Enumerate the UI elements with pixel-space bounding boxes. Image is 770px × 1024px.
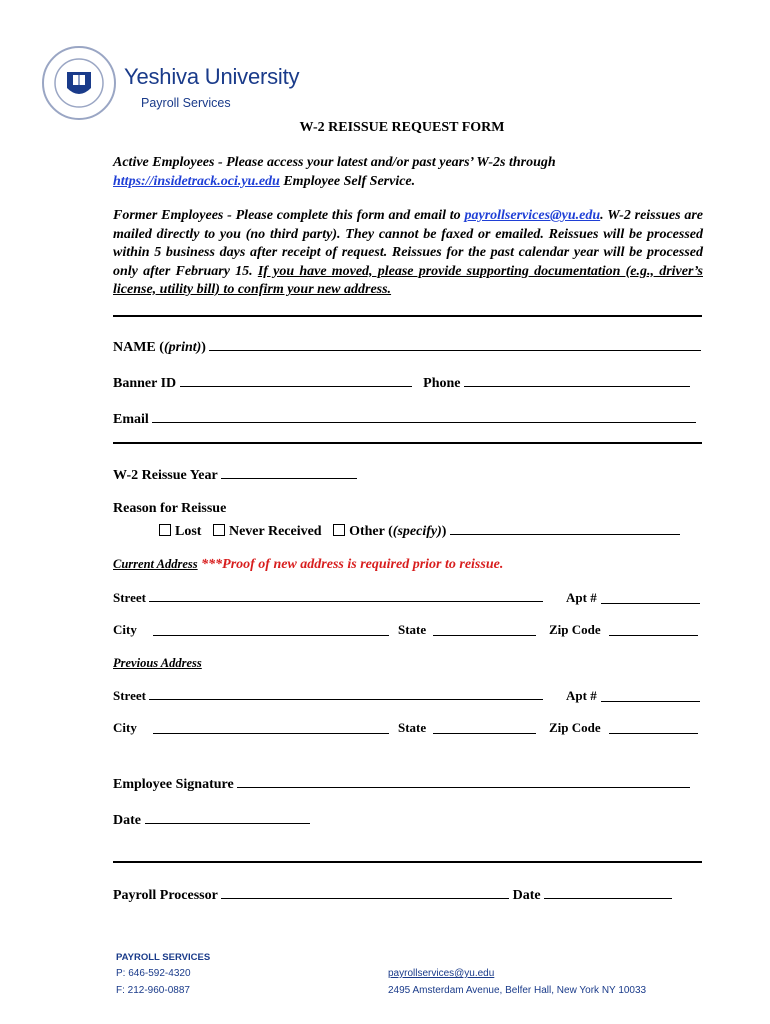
- footer-address: 2495 Amsterdam Avenue, Belfer Hall, New York NY 10033: [388, 985, 647, 996]
- year-row: W-2 Reissue Year: [113, 464, 357, 485]
- option-never-received[interactable]: Never Received: [213, 524, 322, 539]
- divider-middle: [113, 442, 702, 444]
- current-address-heading: Current Address ***Proof of new address is required prior to reissue.: [113, 557, 504, 572]
- footer-email[interactable]: payrollservices@yu.edu: [388, 968, 495, 979]
- signature-date-row: Date: [113, 809, 310, 830]
- option-other[interactable]: Other ((specify)): [333, 524, 446, 539]
- reason-options: [159, 520, 680, 541]
- previous-street-row: Street Apt #: [113, 688, 703, 704]
- previous-zip-field[interactable]: [609, 722, 698, 734]
- previous-address-heading: Previous Address: [113, 656, 202, 670]
- insidetrack-link[interactable]: https://insidetrack.oci.yu.edu: [113, 173, 280, 189]
- signature-date-field[interactable]: [145, 809, 310, 824]
- name-row: NAME ((print)): [113, 336, 701, 357]
- department-name: Payroll Services: [141, 96, 231, 110]
- other-specify-field[interactable]: [450, 520, 680, 535]
- former-employees-text: Former Employees - Please complete this form and email to payrollservices@yu.edu. W-2 reissues are mailed directly to you (no third party). They cannot be faxed or emailed. Reissues will be processed within 5 business days after receipt of request. Reissues for the past calendar year will be processed only after February 15. If you have moved, please provide supporting documentation (e.g., driver’s license, utility bill) to confirm your new address.: [113, 208, 703, 297]
- checkbox-lost[interactable]: [159, 524, 171, 536]
- banner-row: Banner ID Phone: [113, 372, 690, 393]
- previous-state-field[interactable]: [433, 722, 536, 734]
- payroll-processor-field[interactable]: [221, 884, 509, 899]
- previous-city-row: City State Zip Code: [113, 720, 703, 736]
- option-lost[interactable]: Lost: [159, 524, 201, 539]
- checkbox-other[interactable]: [333, 524, 345, 536]
- current-zip-field[interactable]: [609, 624, 698, 636]
- university-seal: [40, 44, 118, 122]
- banner-id-field[interactable]: [180, 372, 412, 387]
- divider-bottom: [113, 861, 702, 863]
- current-city-row: City State Zip Code: [113, 622, 703, 638]
- processor-date-field[interactable]: [544, 884, 672, 899]
- footer-phone: P: 646-592-4320: [116, 968, 191, 979]
- previous-city-field[interactable]: [153, 722, 389, 734]
- reissue-year-field[interactable]: [221, 464, 357, 479]
- processor-row: Payroll Processor Date: [113, 884, 672, 905]
- form-title: W-2 REISSUE REQUEST FORM: [299, 120, 505, 135]
- name-field[interactable]: [209, 336, 701, 351]
- current-apt-field[interactable]: [601, 592, 700, 604]
- university-name: Yeshiva University: [124, 64, 300, 89]
- current-city-field[interactable]: [153, 624, 389, 636]
- email-row: Email: [113, 408, 696, 429]
- previous-apt-field[interactable]: [601, 690, 700, 702]
- reason-label: Reason for Reissue: [113, 501, 227, 516]
- current-street-row: Street Apt #: [113, 590, 703, 606]
- divider-top: [113, 315, 702, 317]
- email-field[interactable]: [152, 408, 696, 423]
- current-street-field[interactable]: [149, 590, 543, 602]
- footer-title: PAYROLL SERVICES: [116, 952, 211, 963]
- previous-street-field[interactable]: [149, 688, 543, 700]
- payroll-email-link[interactable]: payrollservices@yu.edu: [464, 208, 601, 223]
- active-employees-text: Active Employees - Please access your latest and/or past years’ W-2s through https://insidetrack.oci.yu.edu Employee Self Service.: [113, 155, 556, 189]
- checkbox-never-received[interactable]: [213, 524, 225, 536]
- employee-signature-field[interactable]: [237, 773, 690, 788]
- current-state-field[interactable]: [433, 624, 536, 636]
- phone-field[interactable]: [464, 372, 690, 387]
- signature-row: Employee Signature: [113, 773, 690, 794]
- footer-fax: F: 212-960-0887: [116, 985, 190, 996]
